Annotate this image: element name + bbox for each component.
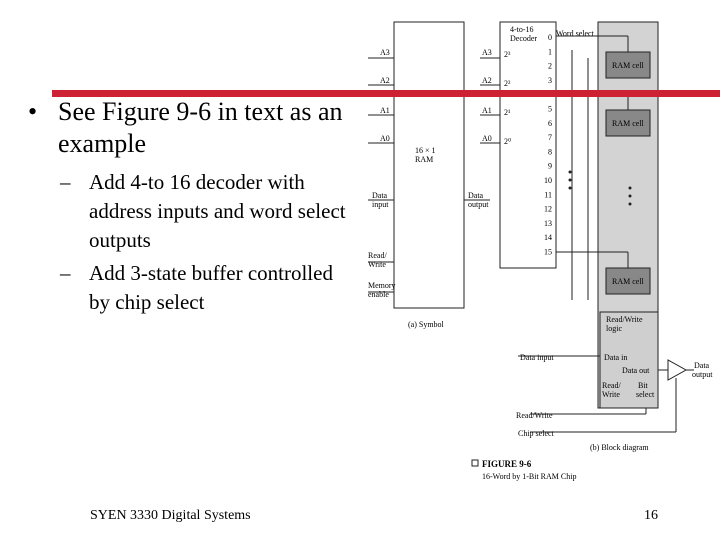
rw-logic-label-2: logic	[606, 324, 622, 333]
sub-bullet-1	[28, 168, 358, 255]
symbol-input-a1: A1	[380, 106, 390, 115]
symbol-ram-label-2: RAM	[415, 155, 434, 164]
decoder-power-0: 2⁰	[504, 137, 512, 146]
symbol-caption: (a) Symbol	[408, 320, 444, 329]
decoder-addr-a0: A0	[482, 134, 492, 143]
symbol-data-output-1: Data	[468, 191, 484, 200]
rw-logic-label-1: Read/Write	[606, 315, 643, 324]
symbol-data-output-2: output	[468, 200, 489, 209]
block-data-output-2: output	[692, 370, 713, 379]
ram-cell-1-label: RAM cell	[612, 61, 644, 70]
read-write-label: Read/Write	[516, 411, 553, 420]
symbol-data-input-1: Data	[372, 191, 388, 200]
decoder-output-11: 11	[544, 190, 552, 200]
decoder-output-3: 3	[548, 75, 552, 85]
symbol-data-input-2: input	[372, 200, 389, 209]
decoder-output-15: 15	[544, 247, 552, 257]
symbol-input-a3: A3	[380, 48, 390, 57]
data-input-label: Data input	[520, 353, 554, 362]
decoder-power-2: 2²	[504, 79, 511, 88]
ram-cell-3-label: RAM cell	[612, 277, 644, 286]
dash-icon: –	[60, 170, 71, 194]
read-label-1: Read/	[602, 381, 621, 390]
symbol-rw-1: Read/	[368, 251, 387, 260]
block-data-output-1: Data	[694, 361, 710, 370]
decoder-output-2: 2	[548, 61, 552, 71]
decoder-output-6: 6	[548, 118, 552, 128]
data-in-label: Data in	[604, 353, 628, 362]
main-bullet	[28, 96, 358, 160]
decoder-title-2: Decoder	[510, 34, 538, 43]
symbol-mem-enable-2: enable	[368, 290, 389, 299]
read-label-2: Write	[602, 390, 620, 399]
sub-bullet-2-text: Add 3-state buffer controlled by chip select	[89, 261, 333, 314]
decoder-output-14: 14	[544, 233, 552, 243]
main-bullet-text: See Figure 9-6 in text as an example	[58, 97, 343, 158]
decoder-addr-a2: A2	[482, 76, 492, 85]
footer-course-name: SYEN 3330 Digital Systems	[90, 508, 251, 523]
bit-label-1: Bit	[638, 381, 648, 390]
decoder-output-8: 8	[548, 147, 552, 157]
decoder-power-3: 2³	[504, 50, 511, 59]
bit-label-2: select	[636, 390, 655, 399]
symbol-mem-enable-1: Memory	[368, 281, 396, 290]
decoder-output-10: 10	[544, 176, 552, 185]
dash-icon: –	[60, 261, 71, 285]
symbol-input-a0: A0	[380, 134, 390, 143]
symbol-input-a2: A2	[380, 76, 390, 85]
decoder-output-0: 0	[548, 33, 552, 42]
figure-marker-square	[472, 460, 478, 466]
bullet-dot-icon: •	[28, 97, 38, 126]
symbol-ram-label-1: 16 × 1	[415, 146, 436, 155]
chip-select-label: Chip select	[518, 429, 554, 438]
decoder-output-1: 1	[548, 47, 552, 57]
decoder-power-1: 2¹	[504, 108, 511, 117]
decoder-addr-a1: A1	[482, 106, 492, 115]
sub-bullet-1-text: Add 4-to 16 decoder with address inputs and word select outputs	[89, 170, 346, 252]
page-number: 16	[644, 508, 658, 523]
decoder-address-lines	[480, 58, 500, 143]
symbol-rw-2: Write	[368, 260, 386, 269]
tri-state-buffer	[668, 360, 686, 380]
decoder-output-5: 5	[548, 104, 552, 114]
decoder-output-12: 12	[544, 204, 552, 214]
block-caption: (b) Block diagram	[590, 443, 649, 452]
sub-bullet-2	[28, 259, 358, 317]
decoder-title-1: 4-to-16	[510, 25, 534, 34]
bullet-list	[28, 96, 358, 317]
data-out-label: Data out	[622, 366, 650, 375]
decoder-output-9: 9	[548, 161, 552, 171]
decoder-output-7: 7	[548, 133, 552, 143]
ram-cell-2-label: RAM cell	[612, 119, 644, 128]
decoder-addr-a3: A3	[482, 48, 492, 57]
word-select-label: Word select	[556, 29, 594, 38]
figure-title: FIGURE 9-6	[482, 459, 532, 469]
figure-caption: 16-Word by 1-Bit RAM Chip	[482, 472, 577, 481]
decoder-output-13: 13	[544, 218, 552, 228]
ram-symbol-box	[394, 22, 464, 308]
